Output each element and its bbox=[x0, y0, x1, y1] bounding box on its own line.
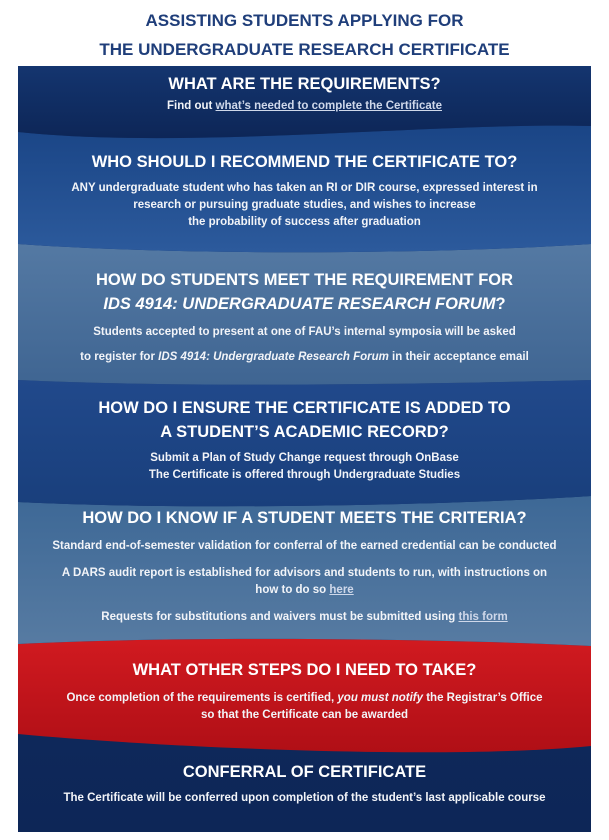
conferral-line-1: The Certificate will be conferred upon completion of the student’s last applicable course bbox=[63, 792, 546, 804]
requirements-body bbox=[18, 98, 591, 115]
forum-line-1: Students accepted to present at one of FAU’s internal symposia will be asked bbox=[93, 326, 516, 338]
other-steps-line-2: so that the Certificate can be awarded bbox=[200, 709, 409, 721]
section-record bbox=[18, 396, 591, 484]
criteria-para-1: Standard end-of-semester validation for conferral of the earned credential can be conducted bbox=[52, 540, 557, 552]
forum-line-2 bbox=[18, 349, 591, 366]
page-title bbox=[0, 6, 609, 64]
criteria-para-2-line-1: A DARS audit report is established for advisors and students to run, with instructions on bbox=[61, 567, 548, 579]
section-other-steps bbox=[18, 658, 591, 724]
record-heading-line-2: A STUDENT’S ACADEMIC RECORD? bbox=[160, 423, 449, 441]
forum-line-2-start: to register for bbox=[80, 351, 159, 363]
section-recommend bbox=[18, 150, 591, 231]
conferral-body bbox=[18, 790, 591, 807]
section-forum bbox=[18, 268, 591, 366]
criteria-para-2-text: how to do so bbox=[255, 584, 330, 596]
criteria-para-2-line-2 bbox=[18, 582, 591, 599]
recommend-line-2: research or pursuing graduate studies, and wishes to increase bbox=[133, 199, 476, 211]
forum-line-2-course: IDS 4914: Undergraduate Research Forum bbox=[158, 351, 389, 363]
recommend-line-3: the probability of success after graduation bbox=[188, 216, 421, 228]
other-steps-emphasis: you must notify bbox=[337, 692, 424, 704]
section-criteria bbox=[18, 506, 591, 626]
record-line-1: Submit a Plan of Study Change request through OnBase bbox=[150, 452, 459, 464]
requirements-heading: WHAT ARE THE REQUIREMENTS? bbox=[168, 75, 441, 93]
record-line-2: The Certificate is offered through Undergraduate Studies bbox=[148, 469, 461, 481]
page-title-line-1: ASSISTING STUDENTS APPLYING FOR bbox=[145, 11, 464, 30]
record-body bbox=[18, 450, 591, 484]
recommend-body bbox=[18, 180, 591, 231]
other-steps-body bbox=[18, 690, 591, 724]
other-steps-heading: WHAT OTHER STEPS DO I NEED TO TAKE? bbox=[132, 661, 477, 679]
page-title-line-2: THE UNDERGRADUATE RESEARCH CERTIFICATE bbox=[99, 40, 510, 59]
forum-line-2-end: in their acceptance email bbox=[388, 351, 529, 363]
section-requirements bbox=[18, 72, 591, 115]
forum-heading-course: IDS 4914: UNDERGRADUATE RESEARCH FORUM bbox=[103, 295, 496, 313]
criteria-body bbox=[18, 538, 591, 626]
forum-body bbox=[18, 324, 591, 366]
criteria-para-3-text: Requests for substitutions and waivers must be submitted using bbox=[101, 611, 459, 623]
forum-heading-end: ? bbox=[495, 295, 506, 313]
requirements-text: Find out bbox=[167, 100, 216, 112]
criteria-para-3 bbox=[18, 609, 591, 626]
this-form-link[interactable]: this form bbox=[458, 611, 508, 623]
requirements-link[interactable]: what’s needed to complete the Certificate bbox=[215, 100, 442, 112]
other-steps-line-1 bbox=[18, 690, 591, 707]
forum-heading-line-1: HOW DO STUDENTS MEET THE REQUIREMENT FOR bbox=[95, 271, 514, 289]
here-link[interactable]: here bbox=[329, 584, 354, 596]
conferral-heading: CONFERRAL OF CERTIFICATE bbox=[182, 763, 427, 781]
recommend-heading: WHO SHOULD I RECOMMEND THE CERTIFICATE TO? bbox=[91, 153, 518, 171]
info-bands bbox=[18, 66, 591, 832]
recommend-line-1: ANY undergraduate student who has taken an RI or DIR course, expressed interest in bbox=[71, 182, 538, 194]
section-conferral bbox=[18, 760, 591, 807]
forum-heading-line-2 bbox=[18, 292, 591, 316]
criteria-heading: HOW DO I KNOW IF A STUDENT MEETS THE CRITERIA? bbox=[82, 509, 527, 527]
other-steps-line-1-end: the Registrar’s Office bbox=[423, 692, 543, 704]
record-heading-line-1: HOW DO I ENSURE THE CERTIFICATE IS ADDED TO bbox=[98, 399, 511, 417]
other-steps-line-1-start: Once completion of the requirements is certified, bbox=[66, 692, 338, 704]
